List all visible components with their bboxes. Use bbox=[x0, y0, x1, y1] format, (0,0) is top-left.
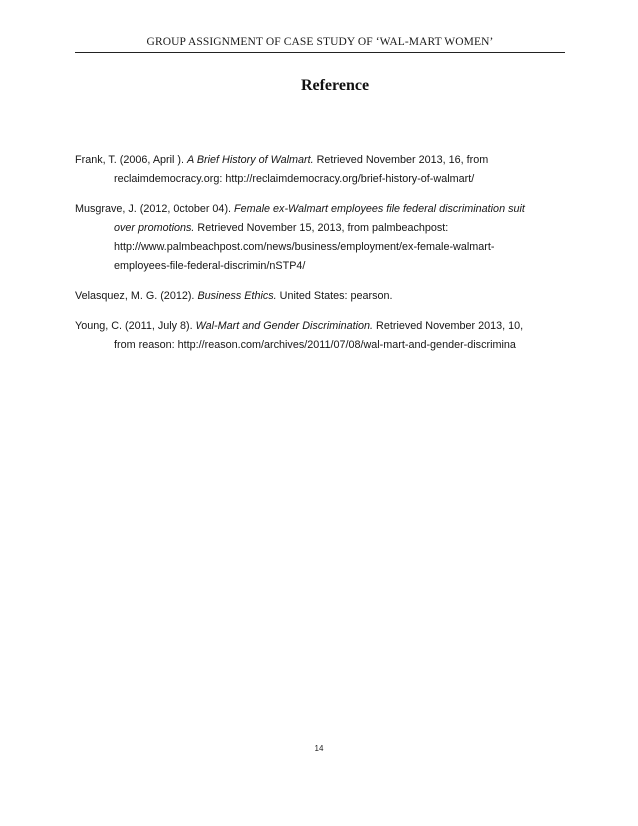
reference-line bbox=[75, 200, 567, 219]
running-header: GROUP ASSIGNMENT OF CASE STUDY OF ‘WAL-MART WOMEN’ bbox=[146, 36, 494, 48]
reference-retrieved: Retrieved November 2013, 16, from bbox=[313, 154, 489, 166]
reference-url-cont: employees-file-federal-discrimin/nSTP4/ bbox=[114, 260, 306, 272]
reference-list bbox=[75, 151, 567, 366]
reference-work-title: Wal-Mart and Gender Discrimination. bbox=[195, 320, 374, 332]
reference-source: reclaimdemocracy.org: http://reclaimdemocracy.org/brief-history-of-walmart/ bbox=[114, 173, 475, 185]
reference-retrieved: Retrieved November 15, 2013, from palmbeachpost: bbox=[194, 222, 449, 234]
reference-retrieved: Retrieved November 2013, 10, bbox=[373, 320, 524, 332]
reference-author-date: Musgrave, J. (2012, 0ctober 04). bbox=[75, 203, 235, 215]
reference-entry-musgrave bbox=[75, 200, 567, 276]
reference-entry-frank bbox=[75, 151, 567, 189]
page-title: Reference bbox=[300, 77, 370, 94]
page-number: 14 bbox=[314, 744, 324, 753]
header-divider bbox=[75, 52, 565, 53]
reference-author-date: Velasquez, M. G. (2012). bbox=[75, 290, 198, 302]
reference-entry-velasquez bbox=[75, 287, 567, 306]
reference-author-date: Young, C. (2011, July 8). bbox=[75, 320, 196, 332]
reference-line bbox=[75, 287, 567, 306]
reference-work-title: Female ex-Walmart employees file federal discrimination suit bbox=[234, 203, 525, 215]
reference-work-title-cont: over promotions. bbox=[114, 222, 195, 234]
reference-work-title: Business Ethics. bbox=[197, 290, 277, 302]
reference-source: from reason: http://reason.com/archives/2011/07/08/wal-mart-and-gender-discrimina bbox=[114, 339, 516, 351]
reference-work-title: A Brief History of Walmart. bbox=[187, 154, 314, 166]
reference-line bbox=[75, 151, 567, 170]
reference-publisher: United States: pearson. bbox=[276, 290, 393, 302]
reference-line bbox=[114, 219, 567, 238]
reference-line bbox=[75, 317, 567, 336]
reference-url: http://www.palmbeachpost.com/news/business/employment/ex-female-walmart- bbox=[114, 241, 495, 253]
reference-author-date: Frank, T. (2006, April ). bbox=[75, 154, 188, 166]
reference-entry-young bbox=[75, 317, 567, 355]
